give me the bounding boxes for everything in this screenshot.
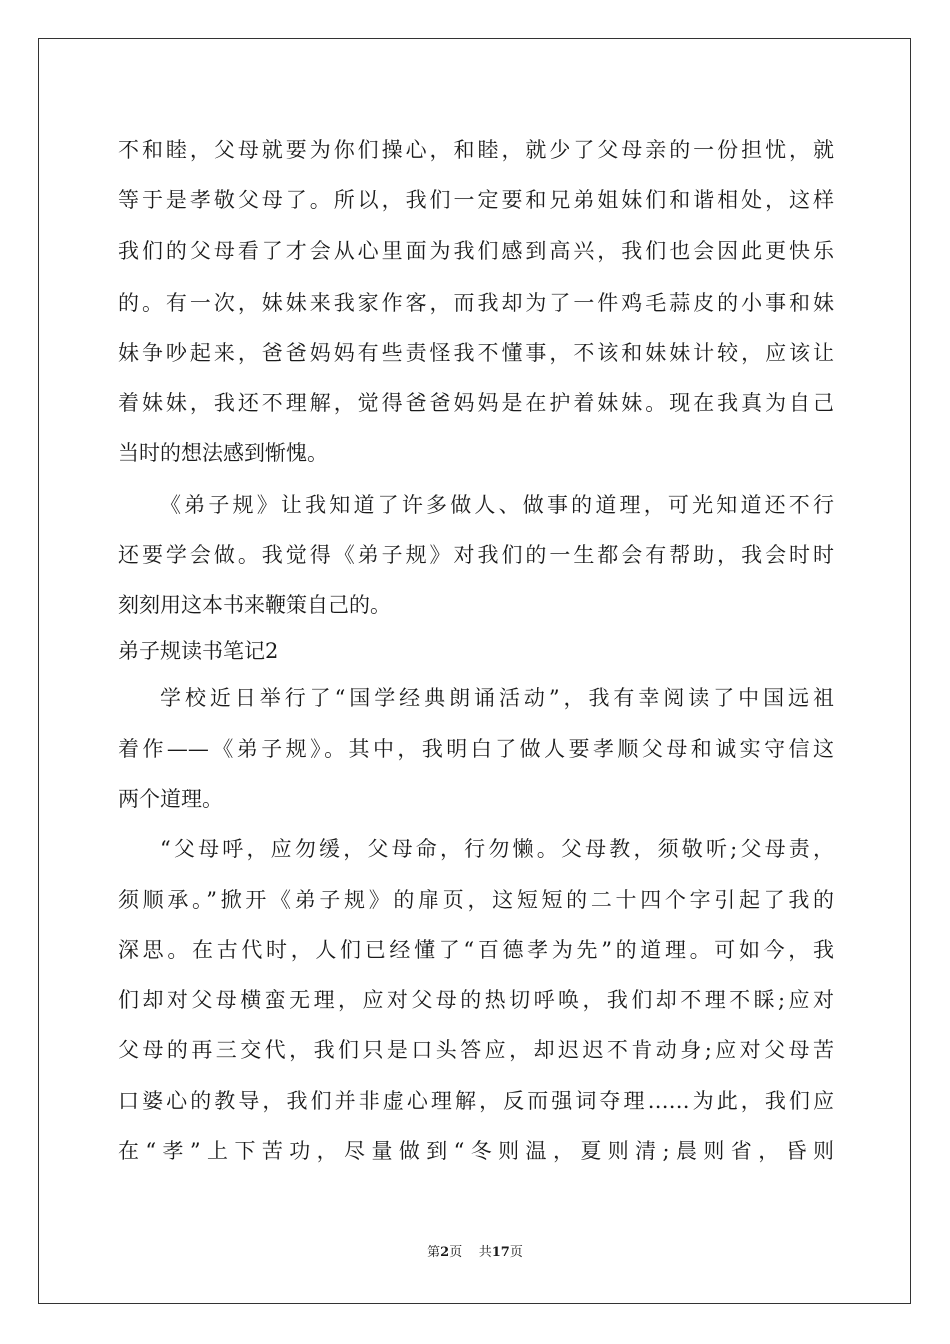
page-current: 2 bbox=[440, 1245, 450, 1260]
paragraph-2-line-3: 刻刻用这本书来鞭策自己的。 bbox=[118, 593, 391, 617]
paragraph-4-line-7: 在“孝”上下苦功，尽量做到“冬则温，夏则清;晨则省，昏则 bbox=[118, 1139, 834, 1163]
page-prefix: 第 bbox=[427, 1245, 441, 1260]
paragraph-1-line-1: 不和睦，父母就要为你们操心，和睦，就少了父母亲的一份担忧，就 bbox=[118, 138, 834, 162]
paragraph-4-line-4: 们却对父母横蛮无理，应对父母的热切呼唤，我们却不理不睬;应对 bbox=[118, 988, 834, 1012]
paragraph-2-line-2: 还要学会做。我觉得《弟子规》对我们的一生都会有帮助，我会时时 bbox=[118, 543, 834, 567]
paragraph-4-line-2: 须顺承。”掀开《弟子规》的扉页，这短短的二十四个字引起了我的 bbox=[118, 888, 834, 912]
page-suffix: 页 bbox=[449, 1245, 463, 1260]
page-footer bbox=[0, 1244, 950, 1262]
paragraph-3-line-2: 着作——《弟子规》。其中，我明白了做人要孝顺父母和诚实守信这 bbox=[118, 737, 834, 761]
total-prefix: 共 bbox=[478, 1245, 492, 1260]
paragraph-4-line-5: 父母的再三交代，我们只是口头答应，却迟迟不肯动身;应对父母苦 bbox=[118, 1038, 834, 1062]
paragraph-1-line-5: 妹争吵起来，爸爸妈妈有些责怪我不懂事，不该和妹妹计较，应该让 bbox=[118, 341, 834, 365]
section-title: 弟子规读书笔记2 bbox=[118, 639, 279, 663]
paragraph-4-line-1: “父母呼，应勿缓，父母命，行勿懒。父母教，须敬听;父母责， bbox=[160, 837, 834, 861]
paragraph-1-line-3: 我们的父母看了才会从心里面为我们感到高兴，我们也会因此更快乐 bbox=[118, 239, 834, 263]
paragraph-3-line-3: 两个道理。 bbox=[118, 787, 223, 811]
paragraph-1-line-7: 当时的想法感到惭愧。 bbox=[118, 441, 328, 465]
paragraph-1-line-6: 着妹妹，我还不理解，觉得爸爸妈妈是在护着妹妹。现在我真为自己 bbox=[118, 391, 834, 415]
total-suffix: 页 bbox=[509, 1245, 523, 1260]
paragraph-4-line-6: 口婆心的教导，我们并非虚心理解，反而强词夺理……为此，我们应 bbox=[118, 1089, 834, 1113]
paragraph-2-line-1: 《弟子规》让我知道了许多做人、做事的道理，可光知道还不行 bbox=[160, 493, 834, 517]
paragraph-4-line-3: 深思。在古代时，人们已经懂了“百德孝为先”的道理。可如今，我 bbox=[118, 938, 834, 962]
paragraph-3-line-1: 学校近日举行了“国学经典朗诵活动”，我有幸阅读了中国远祖 bbox=[160, 686, 834, 710]
page-total: 17 bbox=[491, 1245, 510, 1260]
paragraph-1-line-2: 等于是孝敬父母了。所以，我们一定要和兄弟姐妹们和谐相处，这样 bbox=[118, 188, 834, 212]
paragraph-1-line-4: 的。有一次，妹妹来我家作客，而我却为了一件鸡毛蒜皮的小事和妹 bbox=[118, 291, 834, 315]
